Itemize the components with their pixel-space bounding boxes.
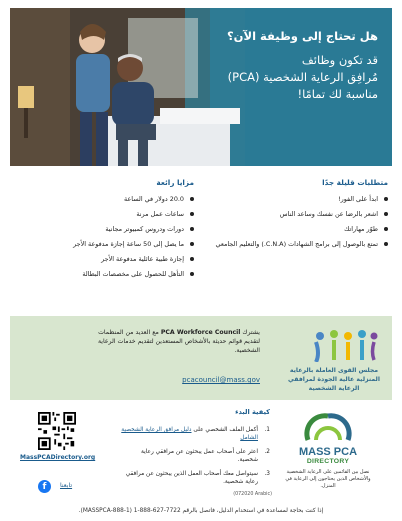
step-text: اعثر على أصحاب عمل يبحثون عن مرافقي رعاية شخصية. bbox=[141, 449, 258, 463]
steps-list bbox=[120, 426, 270, 486]
council-email-link[interactable]: pcacouncil@mass.gov bbox=[182, 376, 260, 384]
directory-link[interactable]: MassPCADirectory.org bbox=[20, 454, 96, 461]
step-item bbox=[120, 470, 270, 486]
step-item bbox=[120, 448, 270, 464]
requirement-item: ابدأ على الفور! bbox=[208, 195, 388, 204]
mass-pca-logo-icon bbox=[302, 410, 354, 444]
facebook-follow[interactable] bbox=[38, 480, 108, 494]
benefit-item: ما يصل إلى 50 ساعة إجازة مدفوعة الأجر bbox=[16, 240, 194, 249]
info-columns bbox=[10, 178, 392, 308]
benefit-item: 20.0 دولار في الساعة bbox=[16, 195, 194, 204]
hero-line-2: مُرافِق الرعاية الشخصية (PCA) bbox=[227, 70, 378, 84]
hero-text bbox=[178, 28, 378, 103]
benefit-item: التأهل للحصول على مخصصات البطالة bbox=[16, 270, 194, 279]
steps-title: كيفية البدء bbox=[235, 408, 270, 416]
requirements-title: متطلبات قليلة جدًا bbox=[322, 178, 388, 187]
step-text: سيتواصل معك أصحاب العمل الذين يبحثون عن مرافقي رعاية شخصية. bbox=[125, 471, 258, 485]
hero-line-1: قد تكون وظائف bbox=[301, 53, 378, 67]
hero-question: هل تحتاج إلى وظيفة الآن؟ bbox=[227, 29, 378, 43]
step-number: 2. bbox=[264, 449, 270, 455]
step-number: 3. bbox=[264, 471, 270, 477]
people-logo-icon bbox=[312, 328, 378, 362]
requirements-list bbox=[208, 195, 388, 249]
council-desc-prefix: يشترك bbox=[242, 329, 260, 336]
bottom-section bbox=[10, 404, 392, 504]
qr-code-icon bbox=[38, 412, 76, 450]
step-number: 1. bbox=[264, 427, 270, 433]
hero-banner bbox=[10, 8, 392, 166]
council-name: مجلس القوى العاملة بالرعاية المنزلية عالية الجودة لمرافقي الرعاية الشخصية bbox=[288, 367, 380, 392]
brand-tagline: نصل بين القائمين على الرعاية الشخصية والأشخاص الذين يحتاجون إلى الرعاية في المنزل. bbox=[285, 469, 371, 489]
requirement-item: اشعر بالرضا عن نفسك وساعد الناس bbox=[208, 210, 388, 219]
step-text: أكمل الملف الشخصي على bbox=[193, 427, 258, 433]
pca-directory-link[interactable]: دليل مرافق الرعاية الشخصية الشامل bbox=[121, 427, 258, 441]
benefits-section bbox=[16, 178, 194, 285]
council-desc-suffix: مع العديد من المنظمات لتقديم قوائم حديثة بالأشخاص المستعدين لتقديم خدمات الرعاية الشخصية. bbox=[97, 329, 260, 354]
council-box bbox=[10, 316, 392, 400]
getting-started bbox=[120, 408, 270, 492]
document-code: (072020 Arabic) bbox=[233, 492, 272, 497]
council-description bbox=[90, 328, 260, 355]
step-item bbox=[120, 426, 270, 442]
facebook-icon: f bbox=[38, 480, 51, 493]
benefits-list bbox=[16, 195, 194, 279]
brand-name: MASS PCA bbox=[298, 446, 358, 458]
hero-line-3: مناسبة لك تمامًا! bbox=[297, 87, 378, 101]
benefit-item: ساعات عمل مرنة bbox=[16, 210, 194, 219]
mass-pca-brand bbox=[278, 410, 378, 490]
requirement-item: طوّر مهاراتك bbox=[208, 225, 388, 234]
requirement-item: تمتع بالوصول إلى برامج الشهادات (C.N.A.) والتعليم الجامعي bbox=[208, 240, 388, 249]
requirements-section bbox=[208, 178, 388, 255]
follow-us-link[interactable]: تابعنا bbox=[60, 482, 73, 489]
benefit-item: دورات ودروس كمبيوتر مجانية bbox=[16, 225, 194, 234]
benefits-title: مزايا رائعة bbox=[156, 178, 194, 187]
help-footer: إذا كنت بحاجة لمساعدة في استخدام الدليل، فاتصل بالرقم 7722-627-888-1 (1-888-MASSPCA). bbox=[78, 508, 324, 514]
brand-directory: DIRECTORY bbox=[306, 458, 350, 465]
benefit-item: إجازة طبية عائلية مدفوعة الأجر bbox=[16, 255, 194, 264]
council-desc-bold: PCA Workforce Council bbox=[160, 329, 241, 336]
